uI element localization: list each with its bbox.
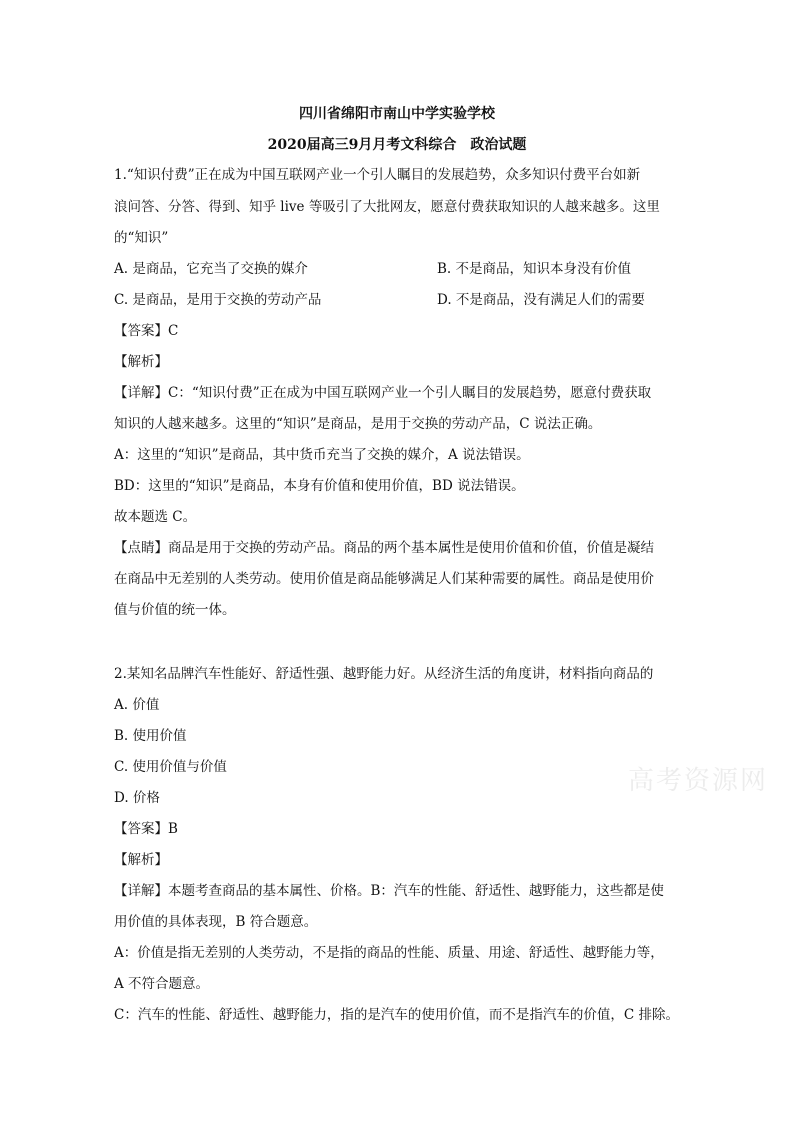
q1-detail-line-3: A：这里的“知识”是商品，其中货币充当了交换的媒介，A 说法错误。 bbox=[114, 447, 530, 463]
q1-detail-line-5: 故本题选 C。 bbox=[114, 509, 197, 525]
q1-point-line-2: 在商品中无差别的人类劳动。使用价值是商品能够满足人们某种需要的属性。商品是使用价 bbox=[114, 571, 654, 587]
q1-stem-line-3: 的“知识” bbox=[114, 230, 169, 246]
q1-detail-line-4: BD：这里的“知识”是商品，本身有价值和使用价值，BD 说法错误。 bbox=[114, 478, 525, 494]
q1-option-b: B. 不是商品，知识本身没有价值 bbox=[437, 261, 632, 277]
q2-analysis-heading: 【解析】 bbox=[114, 852, 168, 868]
q1-detail-line-2: 知识的人越来越多。这里的“知识”是商品，是用于交换的劳动产品，C 说法正确。 bbox=[114, 416, 602, 432]
q2-detail-line-3: A：价值是指无差别的人类劳动，不是指的商品的性能、质量、用途、舒适性、越野能力等， bbox=[114, 945, 664, 961]
q1-point-line-3: 值与价值的统一体。 bbox=[114, 602, 236, 618]
q1-stem-line-1: 1.“知识付费”正在成为中国互联网产业一个引人瞩目的发展趋势，众多知识付费平台如新 bbox=[114, 167, 641, 183]
q1-option-a: A. 是商品，它充当了交换的媒介 bbox=[114, 261, 308, 277]
q2-stem: 2.某知名品牌汽车性能好、舒适性强、越野能力好。从经济生活的角度讲，材料指向商品的 bbox=[114, 666, 654, 682]
q1-analysis-heading: 【解析】 bbox=[114, 354, 168, 370]
q2-detail-line-2: 用价值的具体表现，B 符合题意。 bbox=[114, 914, 318, 930]
q2-detail-line-1: 【详解】本题考查商品的基本属性、价格。B：汽车的性能、舒适性、越野能力，这些都是使 bbox=[114, 883, 664, 899]
exam-title: 2020届高三9月月考文科综合 政治试题 bbox=[267, 137, 527, 153]
q1-option-c: C. 是商品，是用于交换的劳动产品 bbox=[114, 292, 322, 308]
q2-answer: 【答案】B bbox=[114, 821, 178, 837]
q2-option-d: D. 价格 bbox=[114, 790, 160, 806]
q1-detail-line-1: 【详解】C：“知识付费”正在成为中国互联网产业一个引人瞩目的发展趋势，愿意付费获取 bbox=[114, 385, 652, 401]
q1-point-line-1: 【点睛】商品是用于交换的劳动产品。商品的两个基本属性是使用价值和价值，价值是凝结 bbox=[114, 540, 654, 556]
q1-stem-line-2: 浪问答、分答、得到、知乎 live 等吸引了大批网友，愿意付费获取知识的人越来越多。这里 bbox=[114, 199, 660, 215]
q2-detail-line-5: C：汽车的性能、舒适性、越野能力，指的是汽车的使用价值，而不是指汽车的价值，C 排除。 bbox=[114, 1007, 679, 1023]
q1-option-d: D. 不是商品，没有满足人们的需要 bbox=[437, 292, 645, 308]
q1-answer: 【答案】C bbox=[114, 323, 179, 339]
q2-detail-line-4: A 不符合题意。 bbox=[114, 976, 210, 992]
school-title: 四川省绵阳市南山中学实验学校 bbox=[299, 106, 495, 122]
q2-option-b: B. 使用价值 bbox=[114, 728, 187, 744]
q2-option-c: C. 使用价值与价值 bbox=[114, 759, 227, 775]
q2-option-a: A. 价值 bbox=[114, 697, 160, 713]
watermark: 高考资源网 bbox=[628, 766, 769, 796]
